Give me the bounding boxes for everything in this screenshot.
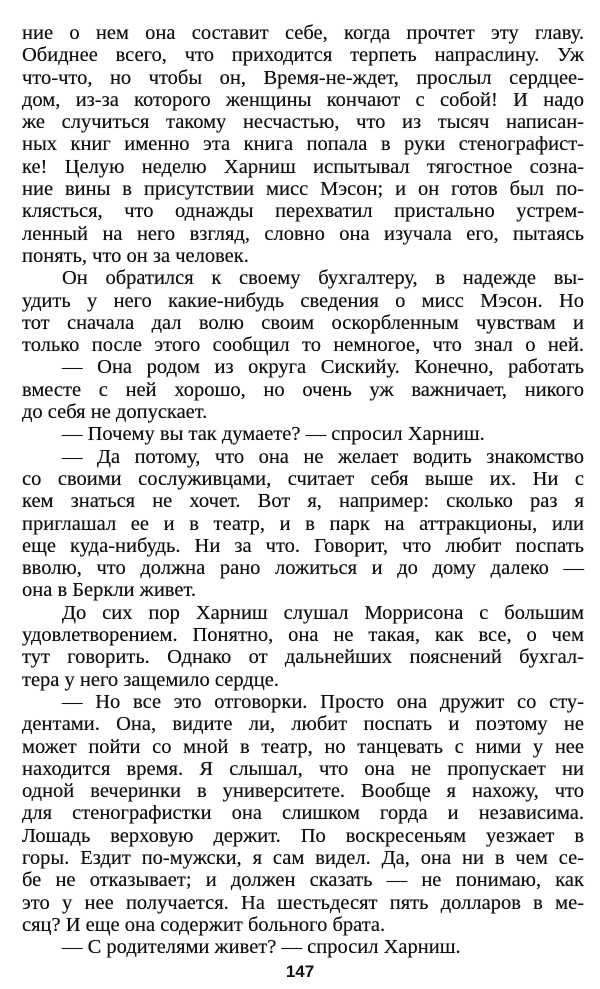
text-line: понять, что он за человек. xyxy=(22,244,249,267)
text-line: тот сначала дал волю своим оскорбленным чувствам и xyxy=(22,311,584,334)
text-line: дентами. Она, видите ли, любит поспать и поэтому не xyxy=(22,713,584,736)
text-line: клясться, что однажды перехватил пристально устрем- xyxy=(22,200,584,223)
text-line: — Но все это отговорки. Просто она дружит со сту- xyxy=(62,690,584,713)
text-line: горы. Ездит по-мужски, я сам видел. Да, она ни в чем се- xyxy=(22,846,584,869)
text-line: — Почему вы так думаете? — спросил Харниш. xyxy=(62,423,485,446)
text-line: может пойти со мной в театр, но танцевать с ними у нее xyxy=(22,735,584,758)
text-line: одной вечеринки в университете. Вообще я нахожу, что xyxy=(22,780,584,803)
text-line: дом, из-за которого женщины кончают с собой! И надо xyxy=(22,88,584,111)
text-line: ленный на него взгляд, словно она изучала его, пытаясь xyxy=(22,222,584,245)
text-line: что-что, но чтобы он, Время-не-ждет, прослыл сердцее- xyxy=(22,66,584,89)
text-line: тера у него защемило сердце. xyxy=(22,668,279,691)
text-line: — С родителями живет? — спросил Харниш. xyxy=(62,936,461,959)
text-line: — Да потому, что она не желает водить знакомство xyxy=(62,445,584,468)
text-line: только после этого сообщил то немногое, что знал о ней. xyxy=(22,334,584,357)
text-line: бе не отказывает; и должен сказать — не понимаю, как xyxy=(22,869,584,892)
text-line: кем знаться не хочет. Вот я, например: сколько раз я xyxy=(22,490,584,513)
text-line: Лошадь верховую держит. По воскресеньям уезжает в xyxy=(22,824,584,847)
text-line: ние вины в присутствии мисс Мэсон; и он готов был по- xyxy=(22,178,584,201)
text-line: это у нее получается. На шестьдесят пять долларов в ме- xyxy=(22,891,584,914)
text-line: ние о нем она составит себе, когда прочтет эту главу. xyxy=(22,22,584,44)
text-line: приглашал ее и в театр, и в парк на аттракционы, или xyxy=(22,512,584,535)
text-line: же случиться такому несчастью, что из тысяч написан- xyxy=(22,111,584,134)
text-line: До сих пор Харниш слушал Моррисона с большим xyxy=(62,601,584,624)
text-line: вволю, что должна рано ложиться и до дому далеко — xyxy=(22,557,584,580)
text-line: она в Беркли живет. xyxy=(22,579,196,602)
text-line: находится время. Я слышал, что она не пропускает ни xyxy=(22,757,584,780)
text-line: удить у него какие-нибудь сведения о мисс Мэсон. Но xyxy=(22,289,584,312)
text-line: тут говорить. Однако от дальнейших пояснений бухгал- xyxy=(22,646,584,669)
text-line: Обиднее всего, что приходится терпеть напраслину. Уж xyxy=(22,44,584,67)
text-line: удовлетворением. Понятно, она не такая, как все, о чем xyxy=(22,624,584,647)
text-line: ных книг именно эта книга попала в руки стенографист- xyxy=(22,133,584,156)
text-line: для стенографистки она слишком горда и независима. xyxy=(22,802,584,825)
text-line: — Она родом из округа Сискийу. Конечно, работать xyxy=(62,356,584,379)
text-line: сяц? И еще она содержит больного брата. xyxy=(22,913,386,936)
page-number: 147 xyxy=(285,962,315,981)
text-line: со своими сослуживцами, считает себя выше их. Ни с xyxy=(22,467,584,490)
text-line: еще куда-нибудь. Ни за что. Говорит, что любит поспать xyxy=(22,534,584,557)
book-page-text xyxy=(22,22,584,958)
text-line: ке! Целую неделю Харниш испытывал тягостное созна- xyxy=(22,155,584,178)
text-line: до себя не допускает. xyxy=(22,401,208,424)
text-line: вместе с ней хорошо, но очень уж важничает, никого xyxy=(22,378,584,401)
text-line: Он обратился к своему бухгалтеру, в надежде вы- xyxy=(62,267,584,290)
